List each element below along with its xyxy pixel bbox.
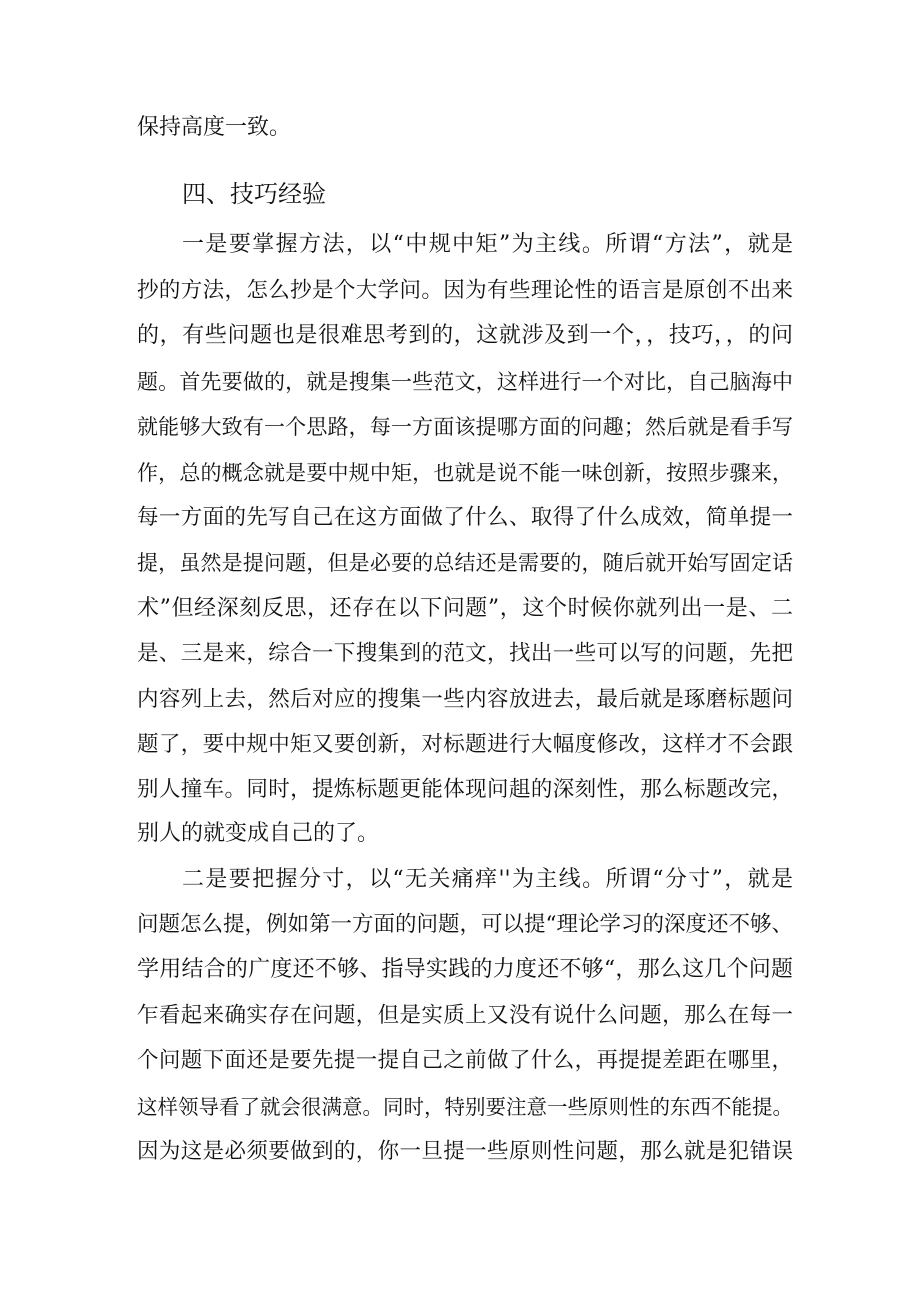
intro-tail-line: 保持高度一致。 [137, 115, 292, 140]
paragraph-2-line: 这样领导看了就会很满意。同时，特别要注意一些原则性的东西不能提。 [137, 1095, 793, 1119]
paragraph-2-line: 二是要把握分寸，以“无关痛痒''为主线。所谓“分寸”，就是 [182, 867, 793, 892]
paragraph-2-line: 学用结合的广度还不够、指导实践的力度还不够“，那么这几个问题 [137, 957, 793, 982]
paragraph-1-line: 每一方面的先写自己在这方面做了什么、取得了什么成效，简单提一 [137, 505, 793, 530]
paragraph-1-line: 提，虽然是提问题，但是必要的总结还是需要的，随后就开始写固定话 [137, 551, 793, 575]
paragraph-1-line: 题了，要中规中矩又要创新，对标题进行大幅度修改，这样才不会跟 [137, 732, 793, 757]
paragraph-1-line: 一是要掌握方法，以“中规中矩”为主线。所谓“方法”，就是 [182, 232, 793, 257]
paragraph-1-line: 抄的方法，怎么抄是个大学问。因为有些理论性的语言是原创不出来 [137, 278, 793, 303]
paragraph-2-line: 乍看起来确实存在问题，但是实质上又没有说什么问题，那么在每一 [137, 1003, 793, 1028]
paragraph-1-line: 术”但经深刻反思，还存在以下问题”，这个时候你就列出一是、二 [137, 596, 793, 621]
section-heading: 四、技巧经验 [182, 180, 326, 208]
paragraph-2-line: 因为这是必须要做到的，你一旦提一些原则性问题，那么就是犯错误 [137, 1139, 793, 1164]
paragraph-1-line: 的，有些问题也是很难思考到的，这就涉及到一个，，技巧，，的问 [137, 323, 793, 348]
paragraph-1-line: 别人的就变成自己的了。 [137, 821, 380, 846]
paragraph-1-line: 是、三是来，综合一下搜集到的范文，找出一些可以写的问题，先把 [137, 641, 793, 666]
paragraph-1-line: 就能够大致有一个思路，每一方面该提哪方面的问趣；然后就是看手写 [137, 415, 793, 439]
paragraph-1-line: 别人撞车。同时，提炼标题更能体现问趄的深刻性，那么标题改完， [137, 777, 793, 802]
paragraph-1-line: 作，总的概念就是要中规中矩，也就是说不能一味创新，按照步骤来， [137, 461, 793, 485]
paragraph-1-line: 内容列上去，然后对应的搜集一些内容放进去，最后就是琢磨标题问 [137, 687, 793, 712]
paragraph-2-line: 问题怎么提，例如第一方面的问题，可以提“理论学习的深度还不够、 [137, 912, 793, 937]
paragraph-1-line: 题。首先要做的，就是搜集一些范文，这样进行一个对比，自己脑海中 [137, 370, 793, 394]
paragraph-2-line: 个问题下面还是要先提一提自己之前做了什么，再提提差距在哪里， [137, 1048, 793, 1073]
